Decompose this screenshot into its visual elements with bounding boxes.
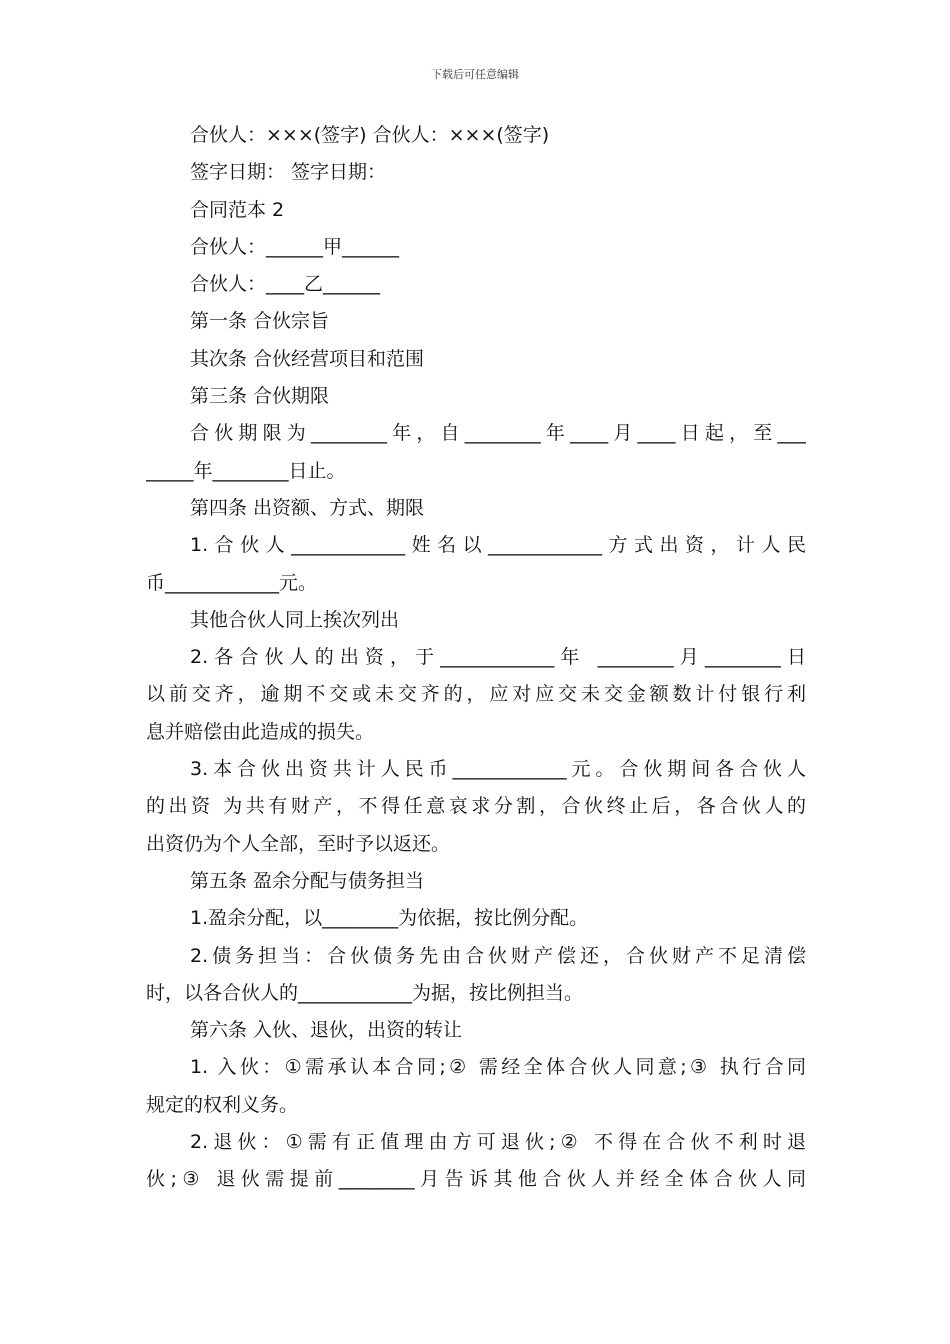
document-line: 第五条 盈余分配与债务担当 xyxy=(190,869,425,892)
document-line: 1. 入伙：①需承认本合同;② 需经全体合伙人同意;③ 执行合同 xyxy=(190,1056,806,1079)
document-line: 其他合伙人同上挨次列出 xyxy=(190,608,400,631)
document-line: 时，以各合伙人的____________为据，按比例担当。 xyxy=(146,981,584,1004)
document-line: 出资仍为个人全部，至时予以返还。 xyxy=(146,832,451,855)
document-line: 第三条 合伙期限 xyxy=(190,385,330,408)
document-line: 1.盈余分配，以________为依据，按比例分配。 xyxy=(190,907,589,930)
document-line: 合同范本 2 xyxy=(190,198,285,221)
document-line: 第六条 入伙、退伙，出资的转让 xyxy=(190,1019,463,1042)
document-line: 2.退伙：①需有正值理由方可退伙;② 不得在合伙不利时退 xyxy=(190,1131,806,1154)
document-line: 2.债务担当：合伙债务先由合伙财产偿还，合伙财产不足清偿 xyxy=(190,944,806,967)
document-line: 合伙人：____乙______ xyxy=(190,273,381,296)
document-line: 1.合伙人____________姓名以____________方式出资，计人民 xyxy=(190,534,806,557)
document-line: 的出资 为共有财产，不得任意哀求分割，合伙终止后，各合伙人的 xyxy=(146,795,806,818)
document-line: 合伙人：______甲______ xyxy=(190,235,400,258)
document-line: 其次条 合伙经营项目和范围 xyxy=(190,347,425,370)
document-line: 以前交齐，逾期不交或未交齐的，应对应交未交金额数计付银行利 xyxy=(146,683,806,706)
document-line: 合伙期限为________年，自________年____月____日起，至___ xyxy=(190,422,806,445)
document-line: 币____________元。 xyxy=(146,571,318,594)
document-line: 息并赔偿由此造成的损失。 xyxy=(146,720,375,743)
document-line: 2.各合伙人的出资，于____________年 ________月________日 xyxy=(190,646,806,669)
document-line: 第四条 出资额、方式、期限 xyxy=(190,496,425,519)
document-line: 伙;③ 退伙需提前________月告诉其他合伙人并经全体合伙人同 xyxy=(146,1168,806,1191)
document-line: 合伙人：×××(签字) 合伙人：×××(签字) xyxy=(190,124,550,146)
document-body xyxy=(146,117,806,1199)
page-header: 下载后可任意编辑 xyxy=(431,68,519,81)
document-line: _____年________日止。 xyxy=(146,459,346,482)
document-line: 规定的权利义务。 xyxy=(146,1093,299,1116)
document-line: 第一条 合伙宗旨 xyxy=(190,310,330,333)
document-line: 3.本合伙出资共计人民币____________元。合伙期间各合伙人 xyxy=(190,758,806,781)
document-line: 签字日期： 签字日期： xyxy=(190,161,387,184)
